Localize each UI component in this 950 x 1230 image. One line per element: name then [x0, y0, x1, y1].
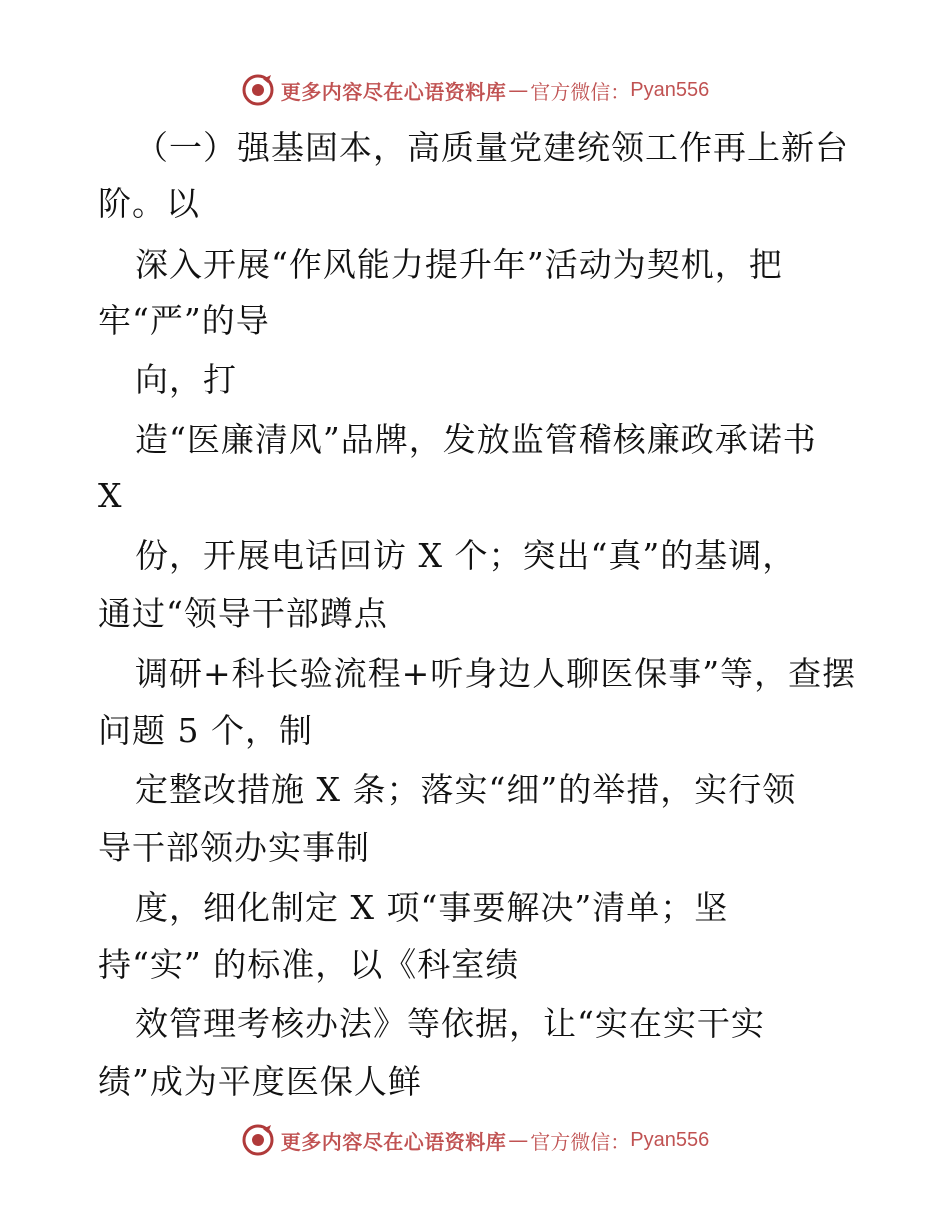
banner-wechat-id: Pyan556	[630, 78, 710, 101]
text-line: 调研+科长验流程+听身边人聊医保事”等，查摆	[135, 654, 857, 693]
text-line: 持“实” 的标准，以《科室绩	[98, 945, 520, 984]
text-line: 份，开展电话回访 X 个；突出“真”的基调，	[135, 536, 797, 575]
text-line: 深入开展“作风能力提升年”活动为契机，把	[135, 245, 783, 284]
text-line: 阶。以	[98, 184, 200, 223]
text-line: 度，细化制定 X 项“事要解决”清单；坚	[135, 888, 729, 927]
banner-main-text: 更多内容尽在心语资料库	[280, 1129, 507, 1154]
text-line: 造“医廉清风”品牌，发放监管稽核廉政承诺书	[135, 420, 817, 459]
logo-icon	[241, 1123, 275, 1157]
text-line: 通过“领导干部蹲点	[98, 594, 388, 633]
text-line: 效管理考核办法》等依据，让“实在实干实	[135, 1004, 765, 1043]
text-line: 向，打	[135, 360, 237, 399]
text-line: X	[98, 476, 123, 515]
text-line: 牢“严”的导	[98, 301, 270, 340]
text-line: 绩”成为平度医保人鲜	[98, 1062, 422, 1101]
banner-separator: —	[508, 78, 529, 102]
banner-wechat-label: 官方微信：	[530, 1129, 631, 1154]
banner-wechat-label: 官方微信：	[530, 79, 631, 104]
text-line: 定整改措施 X 条；落实“细”的举措，实行领	[135, 770, 797, 809]
banner-separator: —	[508, 1128, 529, 1152]
text-line: 导干部领办实事制	[98, 828, 370, 867]
footer-watermark-banner	[0, 1120, 950, 1160]
text-line: （一）强基固本，高质量党建统领工作再上新台	[135, 128, 849, 167]
banner-main-text: 更多内容尽在心语资料库	[280, 79, 507, 104]
logo-icon	[241, 73, 275, 107]
banner-wechat-id: Pyan556	[630, 1128, 710, 1151]
text-line: 问题 5 个，制	[98, 711, 313, 750]
header-watermark-banner	[0, 70, 950, 110]
